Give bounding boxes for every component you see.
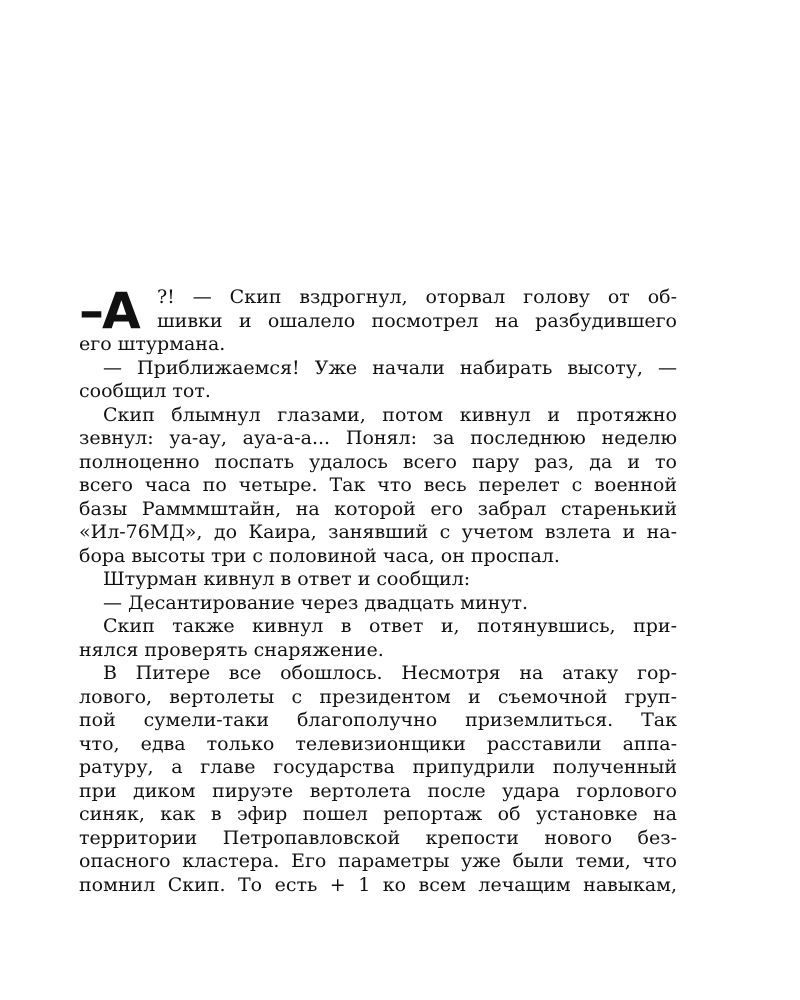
text-line: Скип также кивнул в ответ и, потянувшись, при- [103, 615, 677, 637]
text-line: нялся проверять снаряжение. [79, 638, 384, 661]
text-line: Штурман кивнул в ответ и сообщил: [103, 568, 471, 590]
text-line: всего часа по четыре. Так что весь перелет с военной [79, 474, 677, 496]
text-line: Скип блымнул глазами, потом кивнул и протяжно [103, 403, 677, 426]
text-line: В Питере все обошлось. Несмотря на атаку гор- [103, 662, 677, 684]
text-line: полноценно поспать удалось всего пару раз, да и то [79, 450, 677, 473]
text-line: «Ил-76МД», до Каира, занявший с учетом взлета и на- [79, 521, 677, 543]
body-text [79, 282, 677, 897]
text-line: зевнул: уа-ау, ауа-а-а... Понял: за последнюю неделю [79, 427, 677, 449]
text-line: — Приближаемся! Уже начали набирать высоту, — [103, 356, 677, 379]
text-line: лового, вертолеты с президентом и съемочной груп- [79, 685, 677, 708]
text-line: опасного кластера. Его параметры уже были теми, что [79, 850, 677, 872]
text-line: помнил Скип. То есть + 1 ко всем лечащим навыкам, [79, 873, 677, 896]
text-line: ?! — Скип вздрогнул, оторвал голову от об- [157, 286, 677, 308]
text-line: его штурмана. [79, 333, 226, 355]
text-line: синяк, как в эфир пошел репортаж об установке на [79, 803, 677, 825]
text-line: что, едва только телевизионщики расставили аппа- [79, 732, 677, 755]
text-line: территории Петропавловской крепости нового без- [79, 826, 677, 849]
text-line: ратуру, а главе государства припудрили полученный [79, 756, 677, 778]
text-line: базы Рамммштайн, на которой его забрал старенький [79, 497, 677, 520]
text-line: пой сумели-таки благополучно приземлиться. Так [79, 709, 677, 731]
drop-cap: –А [79, 282, 139, 340]
text-line: при диком пируэте вертолета после удара горлового [79, 779, 677, 802]
text-line: шивки и ошалело посмотрел на разбудившего [157, 309, 677, 332]
text-line: — Десантирование через двадцать минут. [103, 591, 529, 614]
text-line: сообщил тот. [79, 380, 211, 402]
text-line: бора высоты три с половиной часа, он проспал. [79, 544, 560, 567]
